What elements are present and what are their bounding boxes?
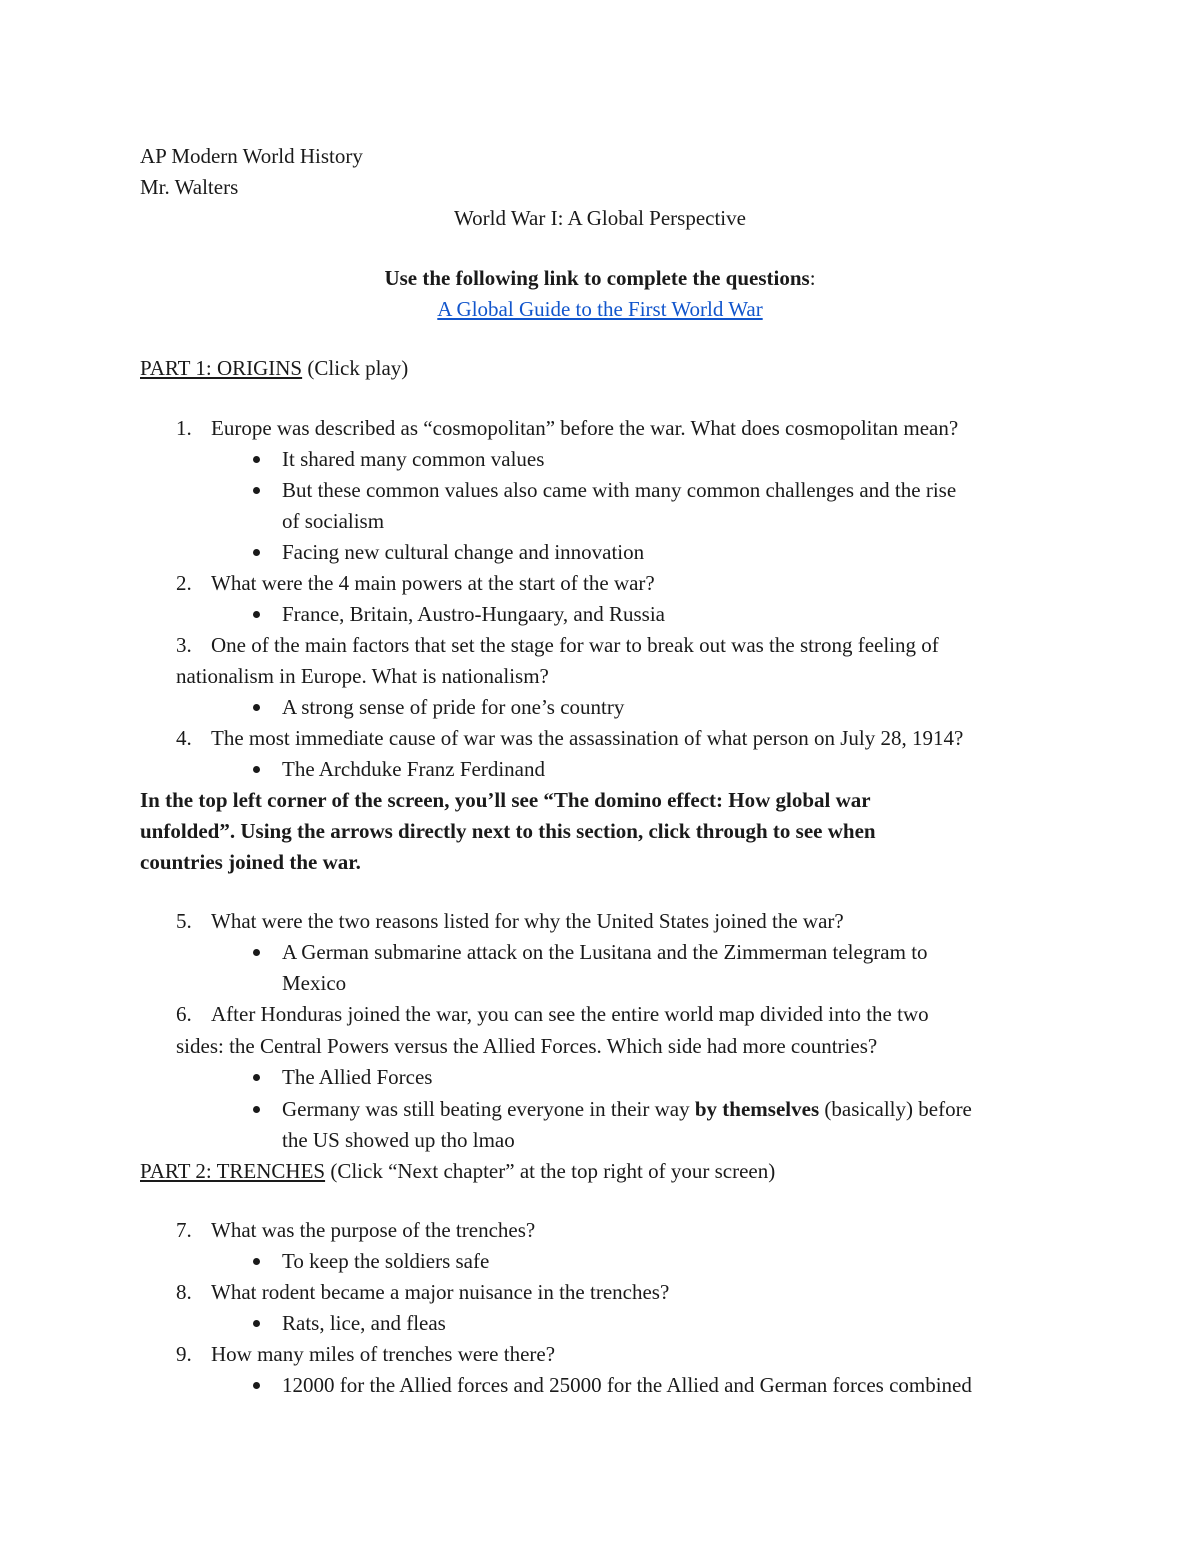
answer-2: France, Britain, Austro-Hungaary, and Russia <box>282 602 665 626</box>
bullet-icon <box>253 949 260 956</box>
bullet-icon <box>253 766 260 773</box>
instruction-text: Use the following link to complete the questions <box>384 266 810 290</box>
question-number: 5. <box>176 909 192 933</box>
bullet-icon <box>253 704 260 711</box>
question-1: Europe was described as “cosmopolitan” before the war. What does cosmopolitan mean? <box>211 416 959 440</box>
question-number: 1. <box>176 416 192 440</box>
answer-4: The Archduke Franz Ferdinand <box>282 757 546 781</box>
part2-heading <box>140 1156 775 1187</box>
bullet-icon <box>253 1320 260 1327</box>
answer-3: A strong sense of pride for one’s country <box>282 695 625 719</box>
question-number: 6. <box>176 1002 192 1026</box>
question-8: What rodent became a major nuisance in the trenches? <box>211 1280 670 1304</box>
answer-5: A German submarine attack on the Lusitana and the Zimmerman telegram to <box>282 940 928 964</box>
question-number: 3. <box>176 633 192 657</box>
question-2: What were the 4 main powers at the start of the war? <box>211 571 655 595</box>
bullet-icon <box>253 1074 260 1081</box>
answer-1c: Facing new cultural change and innovation <box>282 540 645 564</box>
answer-1b: But these common values also came with many common challenges and the rise <box>282 478 957 502</box>
question-6-line1: After Honduras joined the war, you can see the entire world map divided into the two <box>211 1002 929 1026</box>
question-number: 7. <box>176 1218 192 1242</box>
domino-note-line3: countries joined the war. <box>140 850 361 874</box>
domino-note-line1: In the top left corner of the screen, you’ll see “The domino effect: How global war <box>140 788 871 812</box>
question-3-line2: nationalism in Europe. What is nationalism? <box>176 664 549 688</box>
answer-7: To keep the soldiers safe <box>282 1249 490 1273</box>
question-4: The most immediate cause of war was the assassination of what person on July 28, 1914? <box>211 726 964 750</box>
question-9: How many miles of trenches were there? <box>211 1342 556 1366</box>
document-title: World War I: A Global Perspective <box>454 206 746 230</box>
bullet-icon <box>253 611 260 618</box>
answer-6b <box>282 1094 972 1125</box>
answer-5-cont: Mexico <box>282 971 347 995</box>
question-number: 9. <box>176 1342 192 1366</box>
bullet-icon <box>253 1258 260 1265</box>
answer-6b-bold: by themselves <box>694 1097 820 1121</box>
answer-6b-cont: the US showed up tho lmao <box>282 1128 515 1152</box>
question-5: What were the two reasons listed for why the United States joined the war? <box>211 909 844 933</box>
question-6-line2: sides: the Central Powers versus the Allied Forces. Which side had more countries? <box>176 1034 878 1058</box>
answer-6b-pre: Germany was still beating everyone in their way <box>282 1097 695 1121</box>
part1-heading-title: PART 1: ORIGINS <box>140 356 303 380</box>
domino-note-line2: unfolded”. Using the arrows directly next to this section, click through to see when <box>140 819 876 843</box>
question-number: 8. <box>176 1280 192 1304</box>
instruction <box>0 263 1200 294</box>
question-number: 2. <box>176 571 192 595</box>
answer-1b-cont: of socialism <box>282 509 385 533</box>
question-3-line1: One of the main factors that set the stage for war to break out was the strong feeling of <box>211 633 939 657</box>
part1-heading-note: (Click play) <box>302 356 409 380</box>
teacher-name: Mr. Walters <box>140 175 239 199</box>
answer-9: 12000 for the Allied forces and 25000 for the Allied and German forces combined <box>282 1373 972 1397</box>
part1-heading <box>140 353 408 384</box>
answer-1a: It shared many common values <box>282 447 545 471</box>
question-7: What was the purpose of the trenches? <box>211 1218 536 1242</box>
bullet-icon <box>253 456 260 463</box>
answer-8: Rats, lice, and fleas <box>282 1311 446 1335</box>
instruction-colon: : <box>809 266 816 290</box>
bullet-icon <box>253 549 260 556</box>
guide-link-row <box>0 294 1200 325</box>
part2-heading-note: (Click “Next chapter” at the top right of your screen) <box>325 1159 776 1183</box>
bullet-icon <box>253 1106 260 1113</box>
answer-6b-post: (basically) before <box>819 1097 972 1121</box>
bullet-icon <box>253 487 260 494</box>
course-name: AP Modern World History <box>140 144 363 168</box>
part2-heading-title: PART 2: TRENCHES <box>140 1159 326 1183</box>
guide-link[interactable]: A Global Guide to the First World War <box>437 297 763 321</box>
answer-6a: The Allied Forces <box>282 1065 433 1089</box>
question-number: 4. <box>176 726 192 750</box>
bullet-icon <box>253 1382 260 1389</box>
